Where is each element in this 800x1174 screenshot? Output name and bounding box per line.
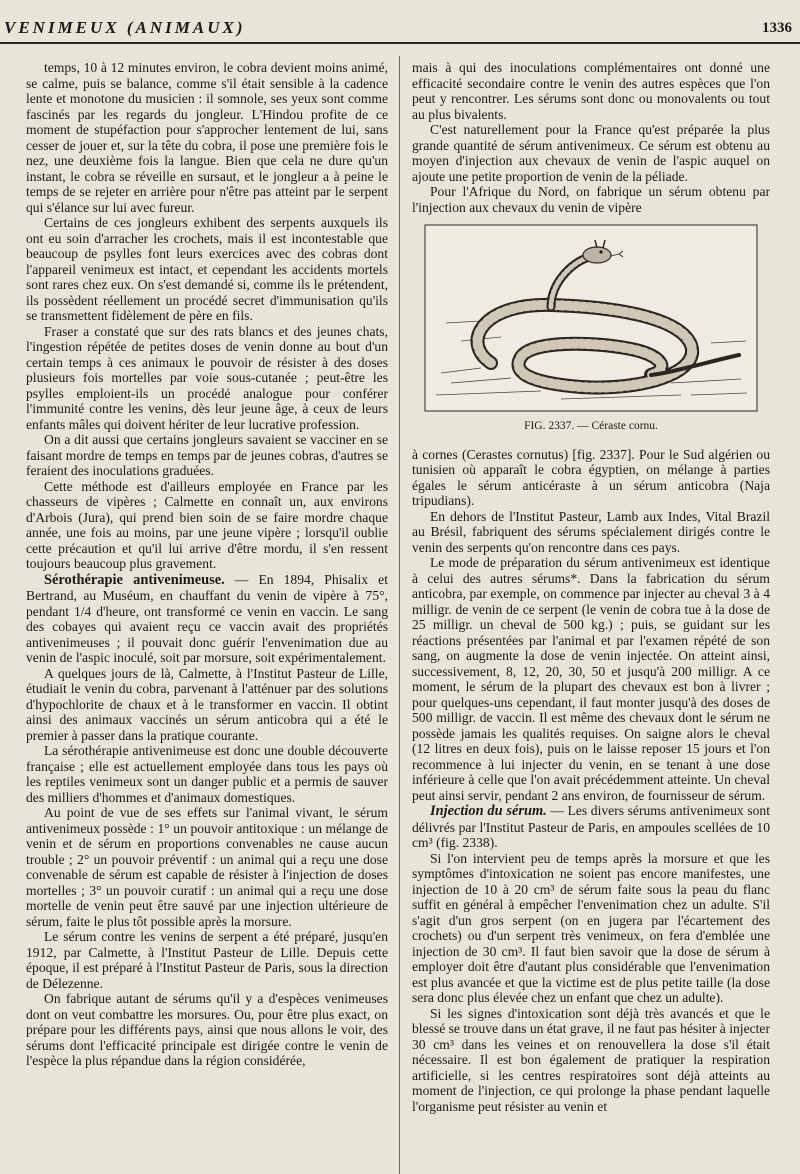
- paragraph-text: A quelques jours de là, Calmette, à l'Institut Pasteur de Lille, étudiait le venin du cobra, parvenant à l'atténuer par des solutions d'hypochlorite de chaux et à le transformer en vaccin. Il obtint ainsi des animaux vaccinés un sérum anticobra qui a été le premier à passer dans la pratique courante.: [26, 665, 388, 743]
- paragraph-text: En dehors de l'Institut Pasteur, Lamb aux Indes, Vital Brazil au Brésil, fabriquent des sérums spécialement dirigés contre le venin des serpents qu'on rencontre dans ces pays.: [412, 508, 770, 555]
- paragraph-text: Pour l'Afrique du Nord, on fabrique un sérum obtenu par l'injection aux chevaux du venin de vipère: [412, 184, 770, 215]
- paragraph: [26, 215, 388, 324]
- paragraph: [26, 743, 388, 805]
- paragraph-text: Cette méthode est d'ailleurs employée en France par les chasseurs de vipères ; Calmette en connaît un, aux environs d'Arbois (Jura), qui prend bien soin de se faire mordre chaque année, une fois au moins, par une jeune vipère ; lorsqu'il oublie cette précaution et qu'il lui arrive d'être mordu, il s'en ressent toujours beaucoup plus gravement.: [26, 478, 388, 571]
- paragraph: [26, 479, 388, 572]
- paragraph-text: On a dit aussi que certains jongleurs savaient se vacciner en se faisant mordre de temps en temps par de jeunes cobras, d'autres se feraient des inoculations graduées.: [26, 432, 388, 478]
- figure-2337: [412, 223, 770, 435]
- paragraph: [26, 805, 388, 929]
- paragraph-text: Certains de ces jongleurs exhibent des serpents auxquels ils ont eu soin d'arracher les crochets, mais il est incontestable que beaucoup de psylles font leurs exercices avec des cobras dont l'appareil venimeux est intact, et cependant les accidents mortels sont rares chez eux. On s'est demandé si, comme ils le prétendent, ils possèdent réellement un procédé secret d'immunisation qu'ils se transmettent fidèlement de père en fils.: [26, 215, 388, 323]
- right-column-bottom: [412, 447, 770, 1115]
- header-rule: [0, 42, 800, 44]
- paragraph-text: Le sérum contre les venins de serpent a été préparé, jusqu'en 1912, par Calmette, à l'Institut Pasteur de Lille. Depuis cette époque, il est préparé à l'Institut Pasteur de Paris, sous la direction de Délezenne.: [26, 929, 388, 991]
- paragraph-text: temps, 10 à 12 minutes environ, le cobra devient moins animé, se calme, puis se balance, comme s'il était sensible à la cadence lente et monotone du musicien : il somnole, ses yeux sont comme fascinés par les regards du jongleur. L'Hindou profite de ce moment de stupéfaction pour s'approcher lentement de lui, sans cesser de jouer et, sur la tête du cobra, il pose une première fois le nez, une deuxième fois la langue. Bien que cela ne dure qu'un instant, le cobra se réveille en sursaut, et le jongleur a à peine le temps de se rejeter en arrière pour n'être pas atteint par le serpent qui s'élance sur lui avec fureur.: [26, 60, 388, 215]
- paragraph-text: On fabrique autant de sérums qu'il y a d'espèces venimeuses dont on veut combattre les morsures. Ou, pour être plus exact, on prépare pour les différents pays, ainsi que nous allons le voir, des sérums dont l'efficacité principale est dirigée contre le venin de l'espèce la plus répandue dans la région considérée,: [26, 991, 388, 1068]
- paragraph: [412, 122, 770, 184]
- running-head-title: VENIMEUX (ANIMAUX): [4, 18, 246, 37]
- right-column: [412, 60, 770, 1168]
- paragraph-text: — Les divers sérums antivenimeux sont délivrés par l'Institut Pasteur de Paris, en ampoules scellées de 10 cm³ (fig. 2338).: [412, 803, 770, 850]
- paragraph: [26, 60, 388, 215]
- paragraph: [26, 991, 388, 1069]
- paragraph: [26, 324, 388, 433]
- paragraph-text: C'est naturellement pour la France qu'est préparée la plus grande quantité de sérum antivenimeux. Ce sérum est obtenu au moyen d'injection aux chevaux de venin de l'aspic auquel on ajoute une petite proportion de venin de la péliade.: [412, 122, 770, 184]
- page-number: 1336: [762, 20, 792, 36]
- paragraph-text: mais à qui des inoculations complémentaires ont donné une efficacité secondaire contre le venin des autres espèces que l'on peut y rencontrer. Les sérums sont donc ou monovalents ou tout au plus bivalents.: [412, 60, 770, 122]
- paragraph-text: Fraser a constaté que sur des rats blancs et des jeunes chats, l'ingestion répétée de petites doses de venin donne au bout d'un certain temps à ces animaux le pouvoir de résister à des doses plusieurs fois mortelles par voie sous-cutanée ; peut-être les psylles emploient-ils un procédé analogue pour conférer l'immunité contre les venins, dès leur jeune âge, à ceux de leurs enfants mâles qui doivent hériter de leur lucrative profession.: [26, 323, 388, 432]
- section-heading: Injection du sérum.: [430, 803, 547, 819]
- paragraph-text: à cornes (Cerastes cornutus) [fig. 2337]. Pour le Sud algérien ou tunisien où apparaît le cobra égyptien, on mélange à parties égales le sérum anticéraste à un sérum anticobra (Naja tripudians).: [412, 446, 770, 508]
- paragraph: [412, 1006, 770, 1115]
- figure-caption: FIG. 2337. — Céraste cornu.: [524, 420, 658, 432]
- horned-viper-illustration-icon: [421, 223, 761, 413]
- paragraph-text: Si les signes d'intoxication sont déjà très avancés et que le blessé se trouve dans un état grave, il ne faut pas hésiter à injecter 30 cm³ dans les veines et on renouvellera la dose s'il était nécessaire. Il est bon également de pratiquer la respiration artificielle, si les centres respiratoires sont déjà atteints au moment de l'injection, ce qui prolonge la phase pendant laquelle l'organisme peut résister au venin et: [412, 1005, 770, 1114]
- paragraph: [26, 432, 388, 479]
- right-column-top: [412, 60, 770, 215]
- paragraph: [26, 929, 388, 991]
- paragraph-text: Si l'on intervient peu de temps après la morsure et que les symptômes d'intoxication ne soient pas encore manifestes, une injection de 10 à 20 cm³ de sérum faite sous la peau du flanc suffit en général à empêcher l'envenimation chez un adulte. S'il s'agit d'un gros serpent (on en jugera par l'écartement des crochets) ou d'un serpent très venimeux, on fera d'emblée une injection de 30 cm³. Il faut bien savoir que la dose de sérum à employer doit être d'autant plus considérable que l'envenimation est plus avancée et que la victime est de plus petite taille (la dose sera donc plus élevée chez un enfant que chez un adulte).: [412, 850, 770, 1005]
- left-column: [26, 60, 388, 1168]
- paragraph: [26, 666, 388, 744]
- paragraph-text: La sérothérapie antivenimeuse est donc une double découverte française ; elle est actuellement employée dans tous les pays où les reptiles venimeux sont un danger public et a permis de sauver des milliers d'hommes et d'animaux domestiques.: [26, 743, 388, 805]
- paragraph: [412, 555, 770, 803]
- paragraph: [412, 60, 770, 122]
- paragraph-text: — En 1894, Phisalix et Bertrand, au Muséum, en chauffant du venin de vipère à 75°, pendant 1/4 d'heure, ont transformé ce venin en vaccin. Le sang des cobayes qui avaient reçu ce vaccin avait des propriétés antivenimeuses ; il pouvait donc guérir l'envenimation due au venin de l'aspic inoculé, soit par morsure, soit expérimentalement.: [26, 571, 388, 665]
- column-divider: [399, 56, 400, 1174]
- paragraph: [412, 509, 770, 556]
- paragraph: [412, 184, 770, 215]
- paragraph-text: Le mode de préparation du sérum antivenimeux est identique à celui des autres sérums*. Dans la fabrication du sérum anticobra, par exemple, on commence par injecter au cheval 3 à 4 milligr. de venin de ce serpent (le venin de cobra tue à la dose de 25 milligr. un cheval de 500 kg.) ; puis, se guidant sur les réactions présentées par l'animal et par l'examen répété de son sang, on augmente la dose de venin injectée. On atteint ainsi, successivement, 8, 12, 20, 30, 50 et jusqu'à 200 milligr. A ce moment, le sérum de la plupart des chevaux est bon à livrer ; pour quelques-uns cependant, il faut monter jusqu'à des doses de 500 milligr. de vaccin. Il est même des chevaux dont le sérum ne possède jamais les qualités requises. On saigne alors le cheval (12 litres en deux fois), puis on le laisse reposer 15 jours et l'on recommence à lui injecter du venin, en se tenant à une dose inférieure à celle que l'on avait précédemment atteinte. Un cheval peut ainsi servir, pendant 2 ans environ, de fournisseur de sérum.: [412, 555, 770, 803]
- paragraph-text: Au point de vue de ses effets sur l'animal vivant, le sérum antivenimeux possède : 1° un pouvoir antitoxique : un mélange de venin et de sérum en proportions convenables ne cause aucun trouble ; 2° un pouvoir préventif : un animal qui a reçu une dose convenable de sérum est capable de résister à l'injection de doses mortelles ; 3° un pouvoir curatif : un animal qui a reçu une dose mortelle de venin peut être sauvé par une injection ultérieure de sérum, faite le plus tôt possible après la morsure.: [26, 805, 388, 929]
- paragraph: [26, 572, 388, 666]
- paragraph: [412, 803, 770, 851]
- paragraph: [412, 851, 770, 1006]
- section-heading: Sérothérapie antivenimeuse.: [44, 571, 225, 588]
- paragraph: [412, 447, 770, 509]
